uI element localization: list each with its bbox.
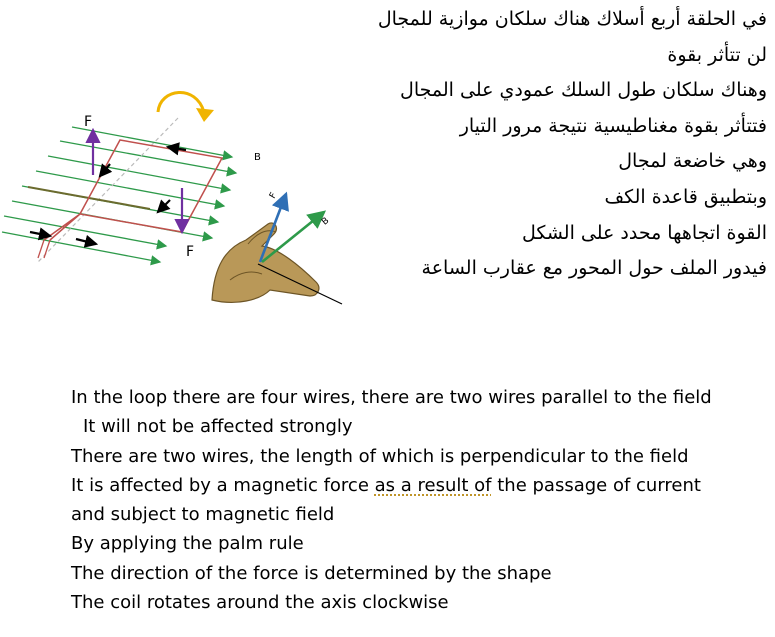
force-label-top: F xyxy=(84,114,93,130)
arabic-line: فتتأثر بقوة مغناطيسية نتيجة مرور التيار xyxy=(459,114,767,137)
field-lines xyxy=(2,127,236,262)
arabic-text-block xyxy=(327,6,767,291)
motor-coil-figure xyxy=(0,80,360,320)
arabic-line: وهي خاضعة لمجال xyxy=(618,150,767,173)
force-label-bottom: F xyxy=(186,244,195,260)
grammar-marked-phrase: as a result of xyxy=(374,474,492,496)
rotation-axis xyxy=(38,118,178,262)
palm-hand xyxy=(212,223,342,304)
english-line: In the loop there are four wires, there are two wires parallel to the field xyxy=(71,387,712,408)
arabic-line: القوة اتجاهها محدد على الشكل xyxy=(521,221,767,244)
coil xyxy=(44,140,222,240)
english-line-part: It is affected by a magnetic force xyxy=(71,474,375,496)
arabic-line: لن تتأثر بقوة xyxy=(667,43,767,66)
english-line xyxy=(71,473,771,502)
english-line: and subject to magnetic field xyxy=(71,504,335,526)
english-line-part: the passage of current xyxy=(491,474,701,496)
arabic-line: في الحلقة أربع أسلاك هناك سلكان موازية للمجال xyxy=(377,8,767,30)
rotation-arrow xyxy=(158,92,214,122)
english-line: The direction of the force is determined by the shape xyxy=(71,562,552,584)
english-line: By applying the palm rule xyxy=(71,533,304,555)
english-line: The coil rotates around the axis clockwise xyxy=(71,592,449,614)
english-line: It will not be affected strongly xyxy=(83,416,353,438)
arabic-line: وبتطبيق قاعدة الكف xyxy=(604,185,767,208)
english-line: There are two wires, the length of which is perpendicular to the field xyxy=(71,445,689,467)
field-label: B xyxy=(254,152,261,163)
english-text-block xyxy=(71,385,771,619)
hand-force-label: F xyxy=(268,191,280,201)
arabic-line: وهناك سلكان طول السلك عمودي على المجال xyxy=(400,79,767,102)
arabic-line: فيدور الملف حول المحور مع عقارب الساعة xyxy=(421,257,767,280)
hand-field-label: B xyxy=(320,215,332,228)
